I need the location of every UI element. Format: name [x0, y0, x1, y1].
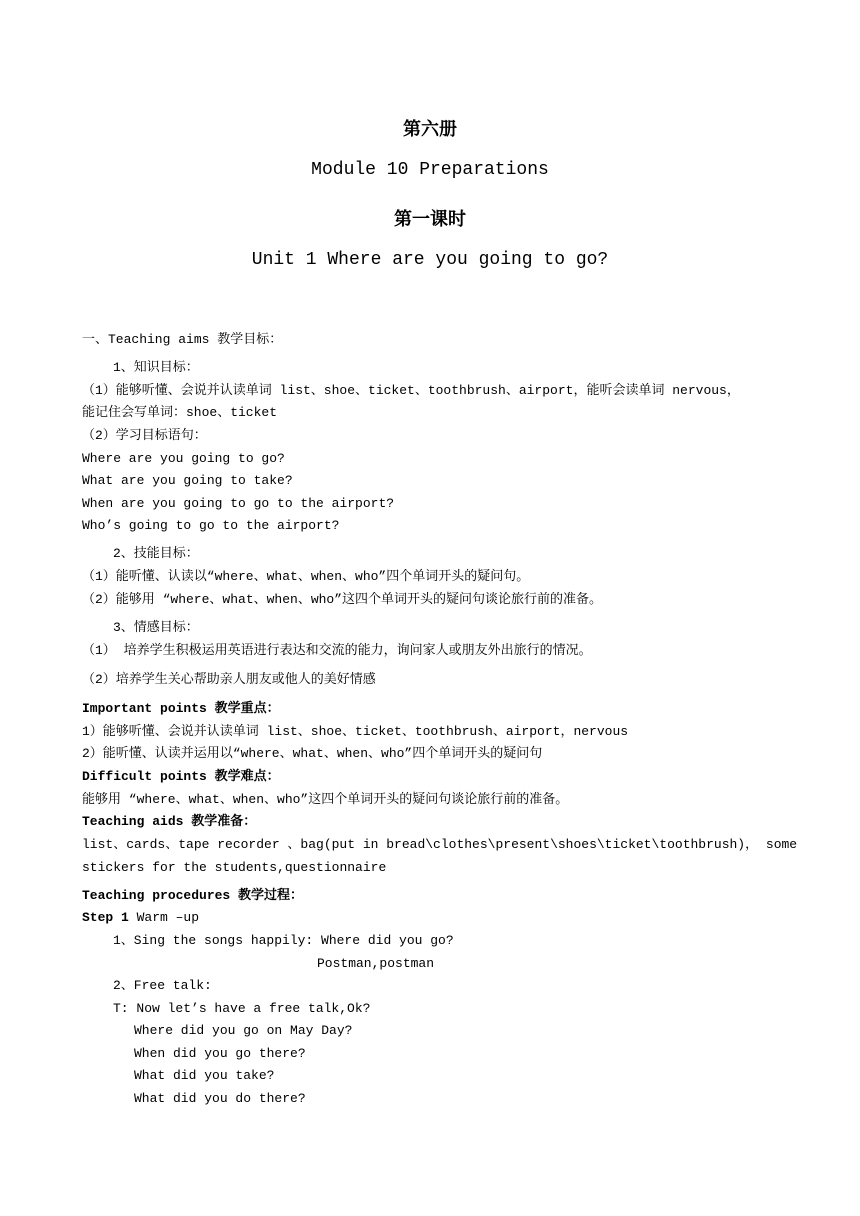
emotion-item-2: （2）培养学生关心帮助亲人朋友或他人的美好情感 — [82, 672, 376, 687]
emotion-item-1: （1） 培养学生积极运用英语进行表达和交流的能力，询问家人或朋友外出旅行的情况。 — [82, 643, 592, 658]
question-3: What did you take? — [134, 1068, 275, 1083]
unit-title: Unit 1 Where are you going to go? — [251, 250, 609, 270]
lesson-title: 第一课时 — [394, 211, 466, 231]
book-title: 第六册 — [403, 121, 457, 141]
step-1 — [82, 910, 199, 926]
emotion-heading: 3、情感目标： — [113, 620, 199, 635]
question-4: What did you do there? — [134, 1091, 306, 1106]
module-title: Module 10 Preparations — [311, 160, 549, 180]
aims-heading: 一、Teaching aims 教学目标： — [82, 332, 283, 347]
question-2: When did you go there? — [134, 1046, 306, 1061]
aids-line-1: list、cards、tape recorder 、bag(put in bread\clothes\present\shoes\ticket\toothbrush)， some — [82, 837, 798, 852]
difficult-heading: Difficult points 教学难点： — [82, 769, 280, 784]
procedure-item-2: 2、Free talk: — [113, 978, 212, 993]
procedure-item-1: 1、Sing the songs happily: Where did you go? — [113, 933, 454, 948]
skill-heading: 2、技能目标： — [113, 546, 199, 561]
knowledge-item-1-line-2: 能记住会写单词：shoe、ticket — [82, 405, 278, 420]
step-1-title: Warm –up — [128, 910, 200, 925]
knowledge-item-2: （2）学习目标语句： — [82, 428, 207, 443]
difficult-point-1: 能够用 “where、what、when、who”这四个单词开头的疑问句谈论旅行前的准备。 — [82, 792, 569, 807]
important-point-2: 2）能听懂、认读并运用以“where、what、when、who”四个单词开头的疑问句 — [82, 746, 543, 761]
question-1: Where did you go on May Day? — [134, 1023, 353, 1038]
important-point-1: 1）能够听懂、会说并认读单词 list、shoe、ticket、toothbrush、airport，nervous — [82, 724, 629, 739]
aids-line-2: stickers for the students,questionnaire — [82, 860, 387, 875]
step-1-label: Step 1 — [82, 910, 129, 925]
skill-item-1: （1）能听懂、认读以“where、what、when、who”四个单词开头的疑问句。 — [82, 569, 530, 584]
important-heading: Important points 教学重点： — [82, 701, 280, 716]
procedures-heading: Teaching procedures 教学过程： — [82, 888, 304, 903]
knowledge-heading: 1、知识目标： — [113, 360, 199, 375]
skill-item-2: （2）能够用 “where、what、when、who”这四个单词开头的疑问句谈论旅行前的准备。 — [82, 592, 603, 607]
sentence-2: What are you going to take? — [82, 473, 293, 488]
procedure-item-1-continued: Postman,postman — [317, 956, 435, 971]
sentence-4: Who’s going to go to the airport? — [82, 518, 340, 533]
knowledge-item-1-line-1: （1）能够听懂、会说并认读单词 list、shoe、ticket、toothbrush、airport，能听会读单词 nervous， — [82, 383, 740, 398]
aids-heading: Teaching aids 教学准备： — [82, 814, 257, 829]
sentence-3: When are you going to go to the airport? — [82, 496, 395, 511]
sentence-1: Where are you going to go? — [82, 451, 285, 466]
teacher-line: T: Now let’s have a free talk,Ok? — [113, 1001, 371, 1016]
